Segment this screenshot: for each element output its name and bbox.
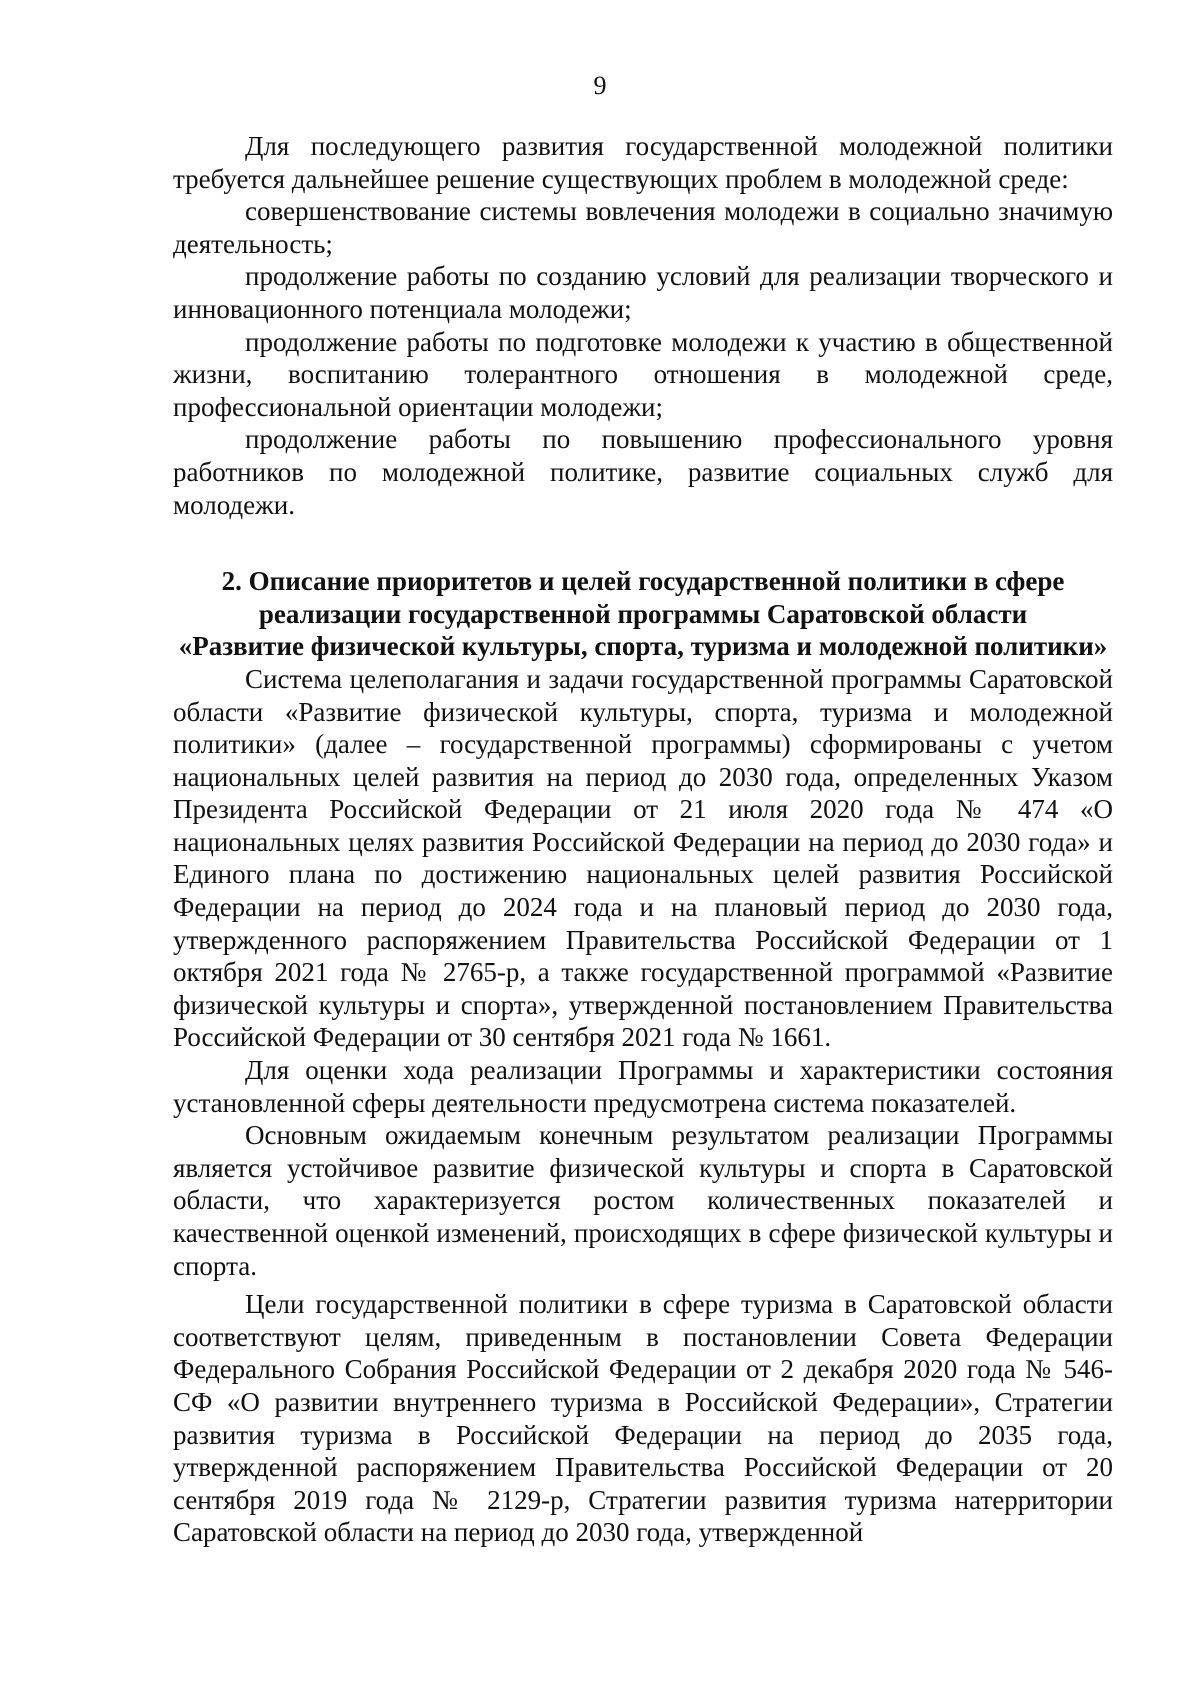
- intro-paragraph: Для последующего развития государственной молодежной политики требуется дальнейшее решение существующих проблем в молодежной среде:: [173, 131, 1113, 194]
- problem-item-2: продолжение работы по созданию условий для реализации творческого и инновационного потенциала молодежи;: [173, 261, 1113, 324]
- section-heading-line-1: 2. Описание приоритетов и целей государственной политики в сфере: [221, 566, 1065, 597]
- document-body: [173, 130, 1113, 1549]
- problem-item-1: совершенствование системы вовлечения молодежи в социально значимую деятельность;: [173, 196, 1113, 259]
- section-paragraph-indicators: Для оценки хода реализации Программы и характеристики состояния установленной сферы деятельности предусмотрена система показателей.: [173, 1055, 1113, 1118]
- section-paragraph-results: Основным ожидаемым конечным результатом реализации Программы является устойчивое развитие физической культуры и спорта в Саратовской области, что характеризуется ростом количественных показателей и качественной оценкой изменений, происходящих в сфере физической культуры и спорта.: [173, 1120, 1113, 1281]
- problem-item-3: продолжение работы по подготовке молодежи к участию в общественной жизни, воспитанию толерантного отношения в молодежной среде, профессиональной ориентации молодежи;: [173, 326, 1113, 422]
- section-paragraph-tourism: Цели государственной политики в сфере туризма в Саратовской области соответствуют целям, приведенным в постановлении Совета Федерации Федерального Собрания Российской Федерации от 2 декабря 2020 года № 546-СФ «О развитии внутреннего туризма в Российской Федерации», Стратегии развития туризма в Российской Федерации на период до 2035 года, утвержденной распоряжением Правительства Российской Федерации от 20 сентября 2019 года № 2129-р, Стратегии развития туризма натерритории Саратовской области на период до 2030 года, утвержденной: [173, 1289, 1113, 1548]
- section-heading-line-2: реализации государственной программы Саратовской области: [258, 598, 1028, 629]
- problem-item-4: продолжение работы по повышению профессионального уровня работников по молодежной политике, развитие социальных служб для молодежи.: [173, 424, 1113, 520]
- section-paragraph-goals: Система целеполагания и задачи государственной программы Саратовской области «Развитие физической культуры, спорта, туризма и молодежной политики» (далее – государственной программы) сформированы с учетом национальных целей развития на период до 2030 года, определенных Указом Президента Российской Федерации от 21 июля 2020 года № 474 «О национальных целях развития Российской Федерации на период до 2030 года» и Единого плана по достижению национальных целей развития Российской Федерации на период до 2024 года и на плановый период до 2030 года, утвержденного распоряжением Правительства Российской Федерации от 1 октября 2021 года № 2765-р, а также государственной программой «Развитие физической культуры и спорта», утвержденной постановлением Правительства Российской Федерации от 30 сентября 2021 года № 1661.: [173, 663, 1113, 1053]
- section-heading: [173, 565, 1113, 663]
- page-number: 9: [593, 71, 607, 100]
- section-heading-line-3: «Развитие физической культуры, спорта, туризма и молодежной политики»: [178, 631, 1108, 662]
